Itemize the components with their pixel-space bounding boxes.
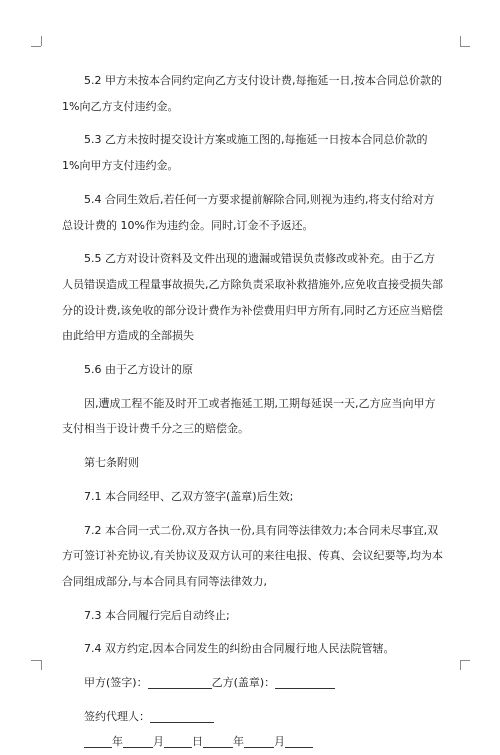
agent-line [62, 704, 444, 730]
year-label-2: 年 [233, 735, 244, 749]
document-body [62, 68, 444, 755]
clause-5-4: 5.4 合同生效后,若任何一方要求提前解除合同,则视为违约,将支付给对方总设计费的 10%作为违约金。同时,订金不予返还。 [62, 192, 435, 232]
clause-7-4: 7.4 双方约定,因本合同发生的纠纷由合同履行地人民法院管辖。 [84, 642, 395, 656]
clause-7-2: 7.2 本合同一式二份,双方各执一份,具有同等法律效力;本合同未尽事宜,双方可签订补充协议,有关协议及双方认可的来往电报、传真、会议纪要等,均为本合同组成部分,与本合同具有同等法律效力, [62, 523, 443, 588]
day-label: 日 [192, 735, 203, 749]
month-blank [123, 735, 153, 748]
party-a-label: 甲方(签字)： [84, 676, 148, 690]
date-line [62, 729, 444, 755]
party-b-blank [275, 676, 335, 689]
month2-blank [244, 735, 274, 748]
year-blank [84, 735, 112, 748]
day-blank [164, 735, 192, 748]
article-7-heading: 第七条附则 [84, 456, 139, 470]
month-label-2: 月 [274, 735, 285, 749]
signature-line [62, 670, 444, 696]
party-a-blank [148, 676, 212, 689]
clause-5-6: 5.6 由于乙方设计的原 [84, 363, 193, 377]
clause-5-3: 5.3 乙方未按时提交设计方案或施工图的,每拖延一日按本合同总价款的 1%向甲方支付违约金。 [62, 133, 428, 173]
agent-blank [150, 710, 214, 723]
clause-5-2: 5.2 甲方未按本合同约定向乙方支付设计费,每拖延一日,按本合同总价款的 1%向乙方支付违约金。 [62, 74, 442, 113]
clause-7-1: 7.1 本合同经甲、乙双方签字(盖章)后生效; [84, 489, 294, 503]
party-b-label: 乙方(盖章)： [211, 676, 276, 690]
year-label: 年 [112, 735, 123, 749]
clause-7-3: 7.3 本合同履行完后自动终止; [84, 608, 230, 622]
clause-5-5: 5.5 乙方对设计资料及文件出现的遗漏或错误负责修改或补充。由于乙方人员错误造成工程量事故损失,乙方除负责采取补救措施外,应免收直接受损失部分的设计费,该免收的部分设计费作为补偿费用归甲方所有,同时乙方还应当赔偿由此给甲方造成的全部损失 [62, 252, 443, 343]
trailing-blank [285, 735, 313, 748]
month-label: 月 [153, 735, 164, 749]
clause-5-6-continued: 因,遭成工程不能及时开工或者拖延工期,工期每延误一天,乙方应当向甲方支付相当于设计费千分之三的赔偿金。 [62, 396, 436, 436]
year2-blank [203, 735, 233, 748]
agent-label: 签约代理人： [84, 709, 150, 723]
